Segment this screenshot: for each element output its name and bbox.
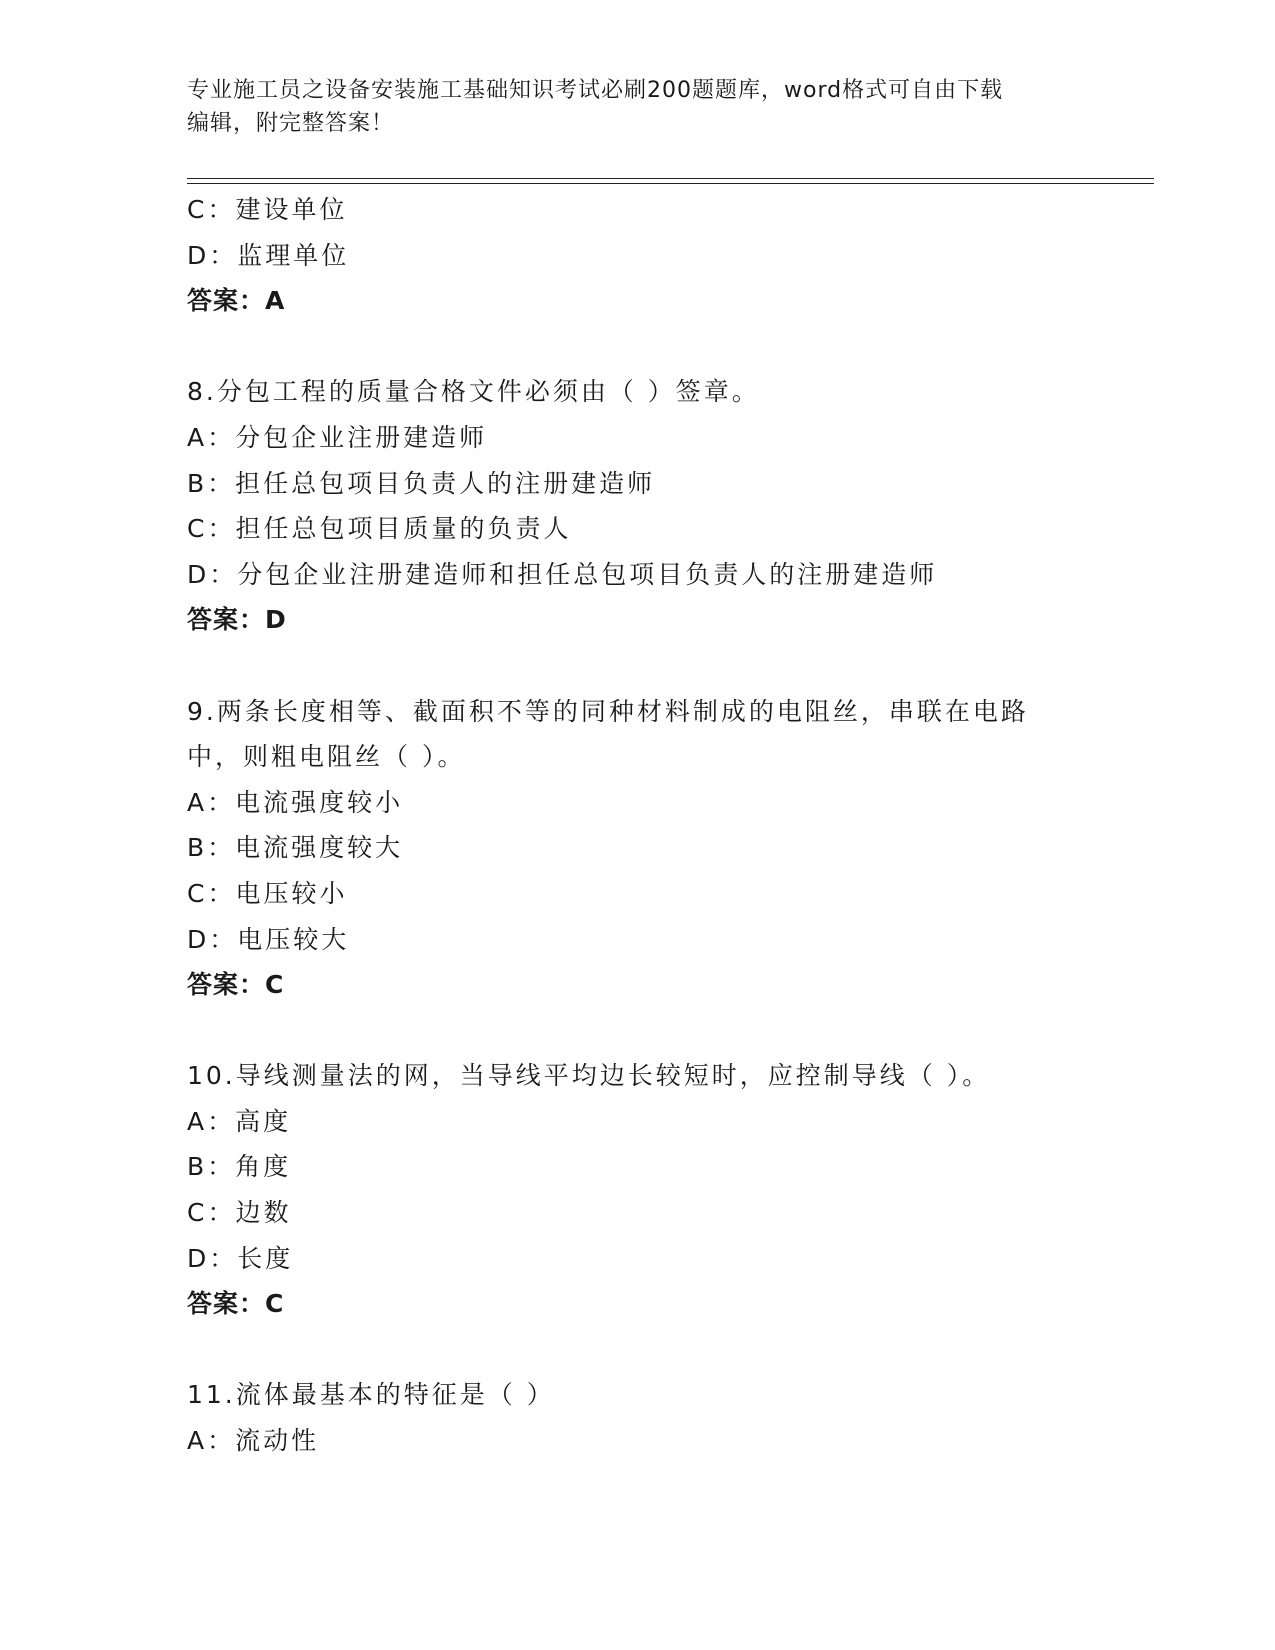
- header-divider: [187, 178, 1154, 184]
- question-text: 11.流体最基本的特征是（ ）: [187, 1380, 555, 1410]
- question-7-tail: [187, 187, 1087, 324]
- header-title-line1: 专业施工员之设备安装施工基础知识考试必刷200题题库，word格式可自由下载: [187, 78, 1004, 103]
- question-10: [187, 1053, 1087, 1327]
- option-b: B：角度: [187, 1152, 292, 1182]
- spacer: [187, 643, 1087, 689]
- option-c: C：建设单位: [187, 195, 348, 224]
- option-d: D：长度: [187, 1243, 294, 1273]
- answer: 答案：A: [187, 286, 286, 316]
- question-text: 8.分包工程的质量合格文件必须由（ ）签章。: [187, 377, 760, 407]
- option-a: A：高度: [187, 1106, 292, 1136]
- spacer: [187, 324, 1087, 370]
- option-d: D：电压较大: [187, 924, 350, 954]
- question-8: [187, 369, 1087, 643]
- option-d: D：监理单位: [187, 240, 350, 270]
- option-b: B：担任总包项目负责人的注册建造师: [187, 468, 656, 498]
- page-header: [187, 74, 1067, 140]
- question-text-line1: 9.两条长度相等、截面积不等的同种材料制成的电阻丝，串联在电路: [187, 696, 1029, 726]
- answer: 答案：C: [187, 970, 285, 1000]
- option-c: C：边数: [187, 1198, 292, 1228]
- question-text: 10.导线测量法的网，当导线平均边长较短时，应控制导线（ ）。: [187, 1061, 991, 1091]
- option-a: A：流动性: [187, 1426, 320, 1456]
- option-c: C：担任总包项目质量的负责人: [187, 514, 572, 544]
- question-text-line2: 中，则粗电阻丝（ ）。: [187, 742, 466, 772]
- answer: 答案：D: [187, 605, 287, 635]
- option-c: C：电压较小: [187, 878, 348, 908]
- question-11: [187, 1372, 1087, 1463]
- spacer: [187, 1008, 1087, 1054]
- question-9: [187, 689, 1087, 1008]
- spacer: [187, 1327, 1087, 1373]
- option-b: B：电流强度较大: [187, 833, 404, 863]
- option-d: D：分包企业注册建造师和担任总包项目负责人的注册建造师: [187, 559, 938, 589]
- option-a: A：分包企业注册建造师: [187, 422, 488, 452]
- answer: 答案：C: [187, 1289, 285, 1319]
- header-title-line2: 编辑，附完整答案！: [187, 111, 395, 136]
- question-list: [187, 187, 1087, 1464]
- option-a: A：电流强度较小: [187, 787, 404, 817]
